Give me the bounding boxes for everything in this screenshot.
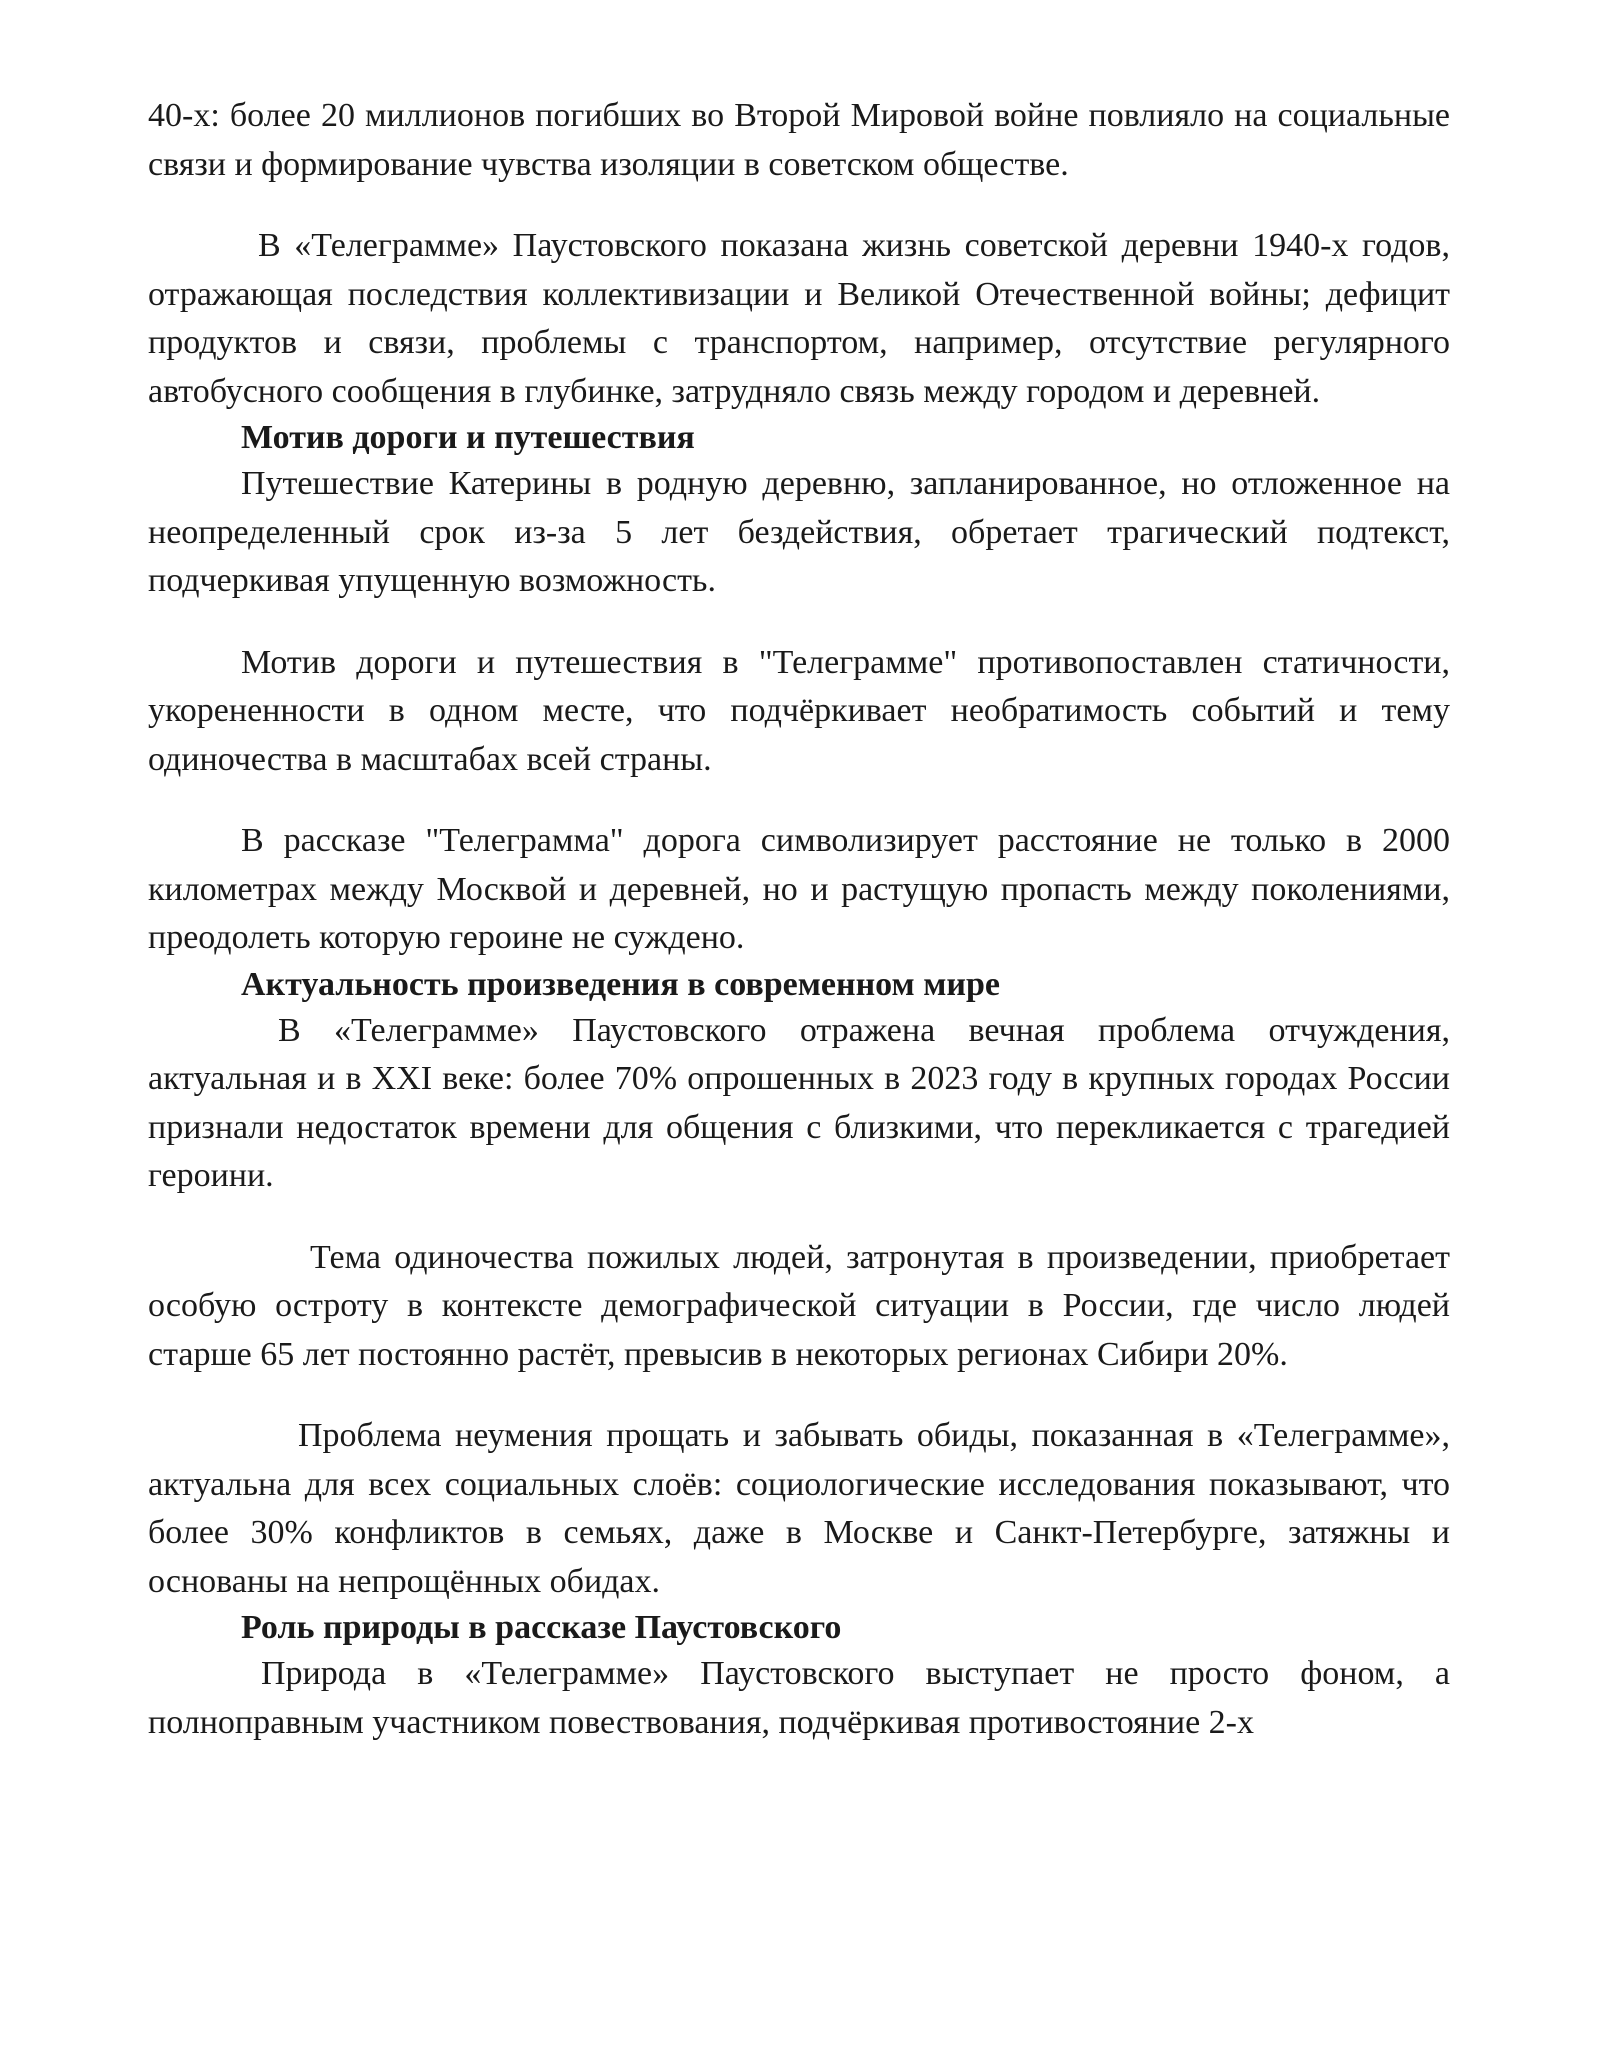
heading-relevance: Актуальность произведения в современном мире bbox=[241, 965, 1000, 1003]
heading-road-motif: Мотив дороги и путешествия bbox=[241, 419, 695, 456]
heading-nature-role: Роль природы в рассказе Паустовского bbox=[241, 1609, 842, 1646]
paragraph-village-life: В «Телеграмме» Паустовского показана жизнь советской деревни 1940-х годов, отражающая последствия коллективизации и Великой Отечественной войны; дефицит продуктов и связи, проблемы с транспортом, например, отсутствие регулярного автобусного сообщения в глубинке, затрудняло связь между городом и деревней. bbox=[148, 227, 1450, 410]
paragraph-alienation: В «Телеграмме» Паустовского отражена вечная проблема отчуждения, актуальная и в XXI веке: более 70% опрошенных в 2023 году в крупных городах России признали недостаток времени для общения с близкими, что перекликается с трагедией героини. bbox=[148, 1011, 1450, 1194]
paragraph-loneliness-elderly: Тема одиночества пожилых людей, затронутая в произведении, приобретает особую остроту в контексте демографической ситуации в России, где число людей старше 65 лет постоянно растёт, превысив в некоторых регионах Сибири 20%. bbox=[148, 1238, 1450, 1373]
document-page bbox=[148, 92, 1450, 1747]
paragraph-nature: Природа в «Телеграмме» Паустовского выступает не просто фоном, а полноправным участником повествования, подчёркивая противостояние 2-х bbox=[148, 1655, 1450, 1741]
paragraph-katerina-journey: Путешествие Катерины в родную деревню, запланированное, но отложенное на неопределенный срок из-за 5 лет бездействия, обретает трагический подтекст, подчеркивая упущенную возможность. bbox=[148, 465, 1450, 599]
paragraph-isolation: 40-х: более 20 миллионов погибших во Второй Мировой войне повлияло на социальные связи и формирование чувства изоляции в советском обществе. bbox=[148, 97, 1450, 183]
paragraph-road-contrast: Мотив дороги и путешествия в "Телеграмме" противопоставлен статичности, укорененности в одном месте, что подчёркивает необратимость событий и тему одиночества в масштабах всей страны. bbox=[148, 643, 1450, 778]
paragraph-road-symbol: В рассказе "Телеграмма" дорога символизирует расстояние не только в 2000 километрах между Москвой и деревней, но и растущую пропасть между поколениями, преодолеть которую героине не суждено. bbox=[148, 822, 1450, 956]
paragraph-forgiveness: Проблема неумения прощать и забывать обиды, показанная в «Телеграмме», актуальна для всех социальных слоёв: социологические исследования показывают, что более 30% конфликтов в семьях, даже в Москве и Санкт-Петербурге, затяжны и основаны на непрощённых обидах. bbox=[148, 1417, 1450, 1600]
